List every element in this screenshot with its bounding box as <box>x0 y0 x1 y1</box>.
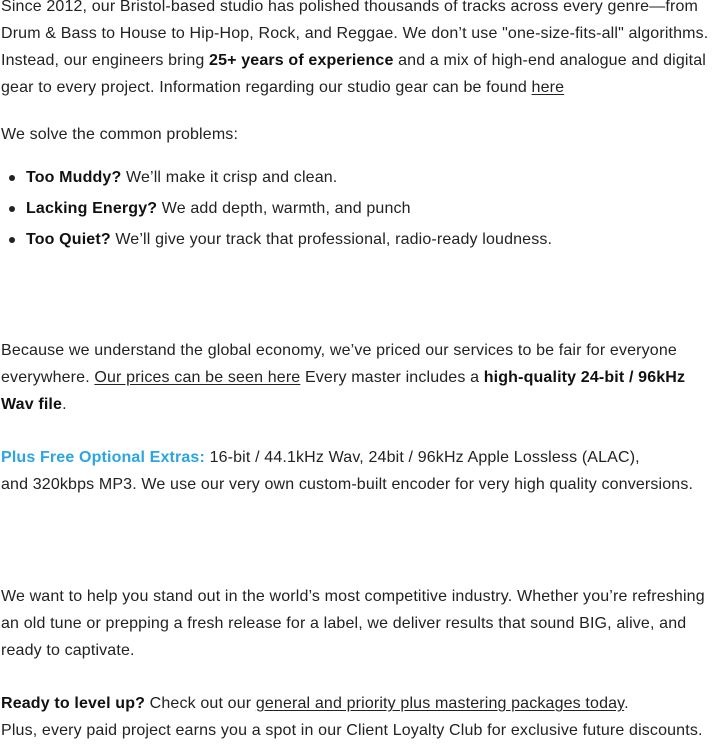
problem-title: Too Quiet? <box>26 231 111 248</box>
ready-text-2: . <box>624 695 629 712</box>
list-item <box>0 226 552 257</box>
problem-title: Too Muddy? <box>26 169 122 186</box>
extras-line-2: and 320kbps MP3. We use our very own custom-built encoder for very high quality conversions. <box>1 476 694 493</box>
prices-link[interactable]: Our prices can be seen here <box>94 369 301 386</box>
problems-heading: We solve the common problems: <box>1 126 239 143</box>
bullet-icon <box>9 206 15 212</box>
pricing-text-3: . <box>62 396 67 413</box>
extras-line-1: 16-bit / 44.1kHz Wav, 24bit / 96kHz Apple Lossless (ALAC), <box>204 449 640 466</box>
list-item <box>0 164 552 195</box>
extras-paragraph <box>0 444 718 498</box>
bullet-icon <box>9 237 15 243</box>
problem-text: We’ll make it crisp and clean. <box>121 169 338 186</box>
studio-gear-link[interactable]: here <box>531 79 565 96</box>
ready-text-1: Check out our <box>145 695 256 712</box>
intro-text-1: Since 2012, our Bristol-based studio has polished thousands of tracks across every genre—from Drum & Bass to House to Hip-Hop, Rock, and Reggae. We don’t use "one-size-fits-all" algorithms. Instead, our engineers bring <box>1 0 709 69</box>
loyalty-line: Plus, every paid project earns you a spot in our Client Loyalty Club for exclusive future discounts. <box>1 722 703 739</box>
list-item <box>0 195 552 226</box>
problem-title: Lacking Energy? <box>26 200 158 217</box>
problem-text: We add depth, warmth, and punch <box>157 200 411 217</box>
ready-paragraph <box>0 690 718 744</box>
pricing-text-2: Every master includes a <box>300 369 484 386</box>
bullet-icon <box>9 175 15 181</box>
problem-text: We’ll give your track that professional, radio-ready loudness. <box>110 231 553 248</box>
problems-list <box>0 164 552 257</box>
intro-paragraph <box>0 0 718 101</box>
pricing-text-1: Because we understand the global economy, we’ve priced our services to be fair for everyone everywhere. <box>1 342 677 386</box>
wav-quality-bold: high-quality 24-bit / 96kHz Wav file <box>1 369 686 413</box>
intro-text-2: and a mix of high-end analogue and digital gear to every project. Information regarding our studio gear can be found <box>1 52 706 96</box>
extras-label: Plus Free Optional Extras: <box>1 449 205 466</box>
pricing-paragraph <box>0 337 718 418</box>
packages-link[interactable]: general and priority plus mastering packages today <box>255 695 625 712</box>
ready-bold: Ready to level up? <box>1 695 146 712</box>
intro-experience-bold: 25+ years of experience <box>209 52 394 69</box>
help-paragraph: We want to help you stand out in the world’s most competitive industry. Whether you’re refreshing an old tune or prepping a fresh release for a label, we deliver results that sound BIG, alive, and ready to captivate. <box>1 588 705 659</box>
